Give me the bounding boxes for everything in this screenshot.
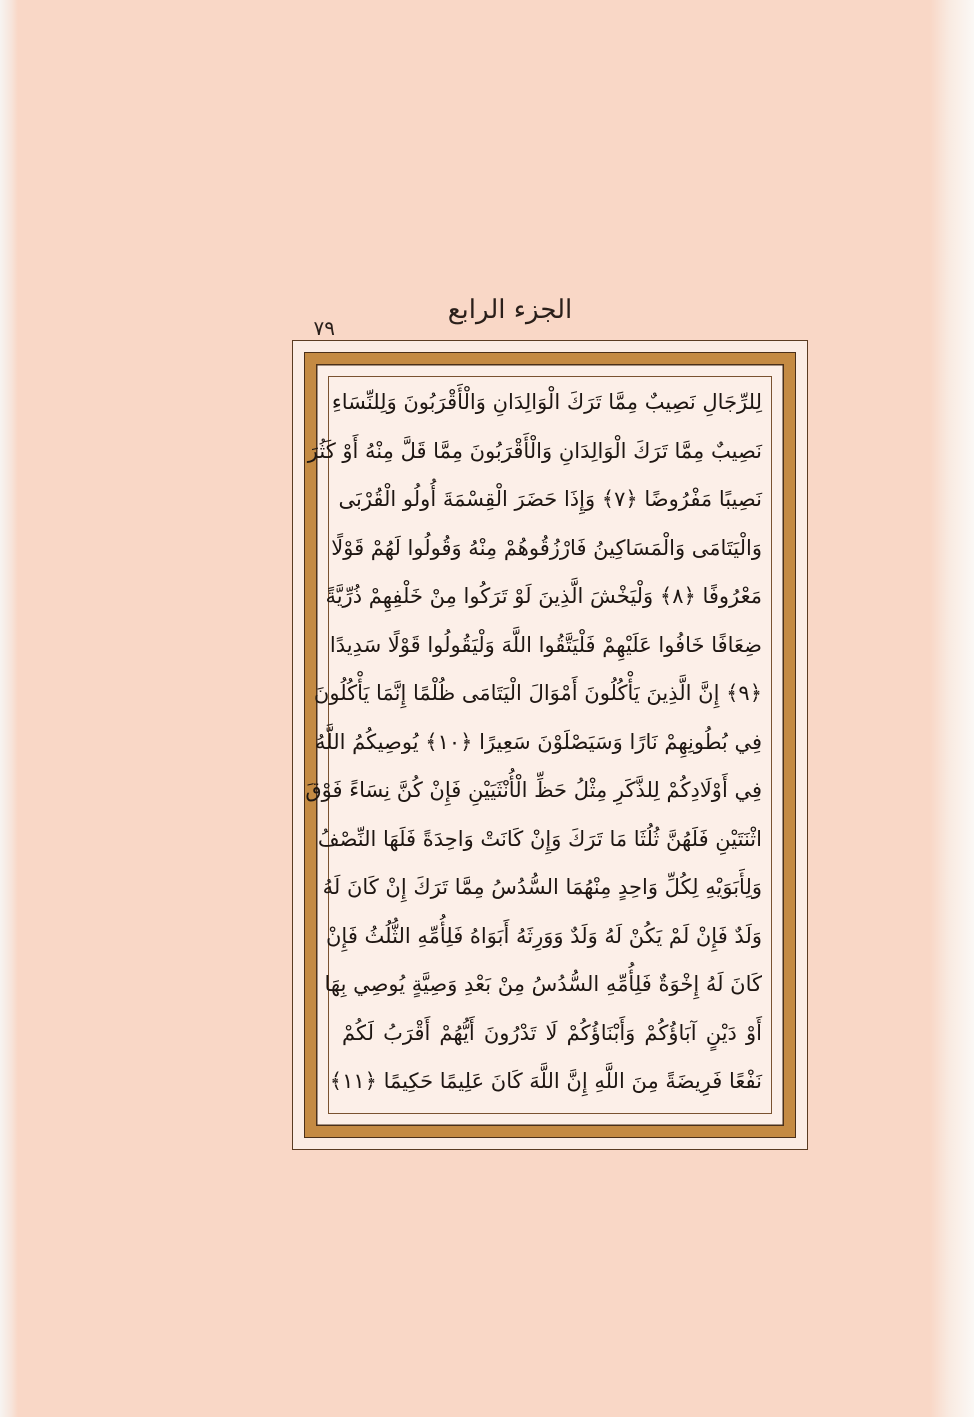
- text-line-4: وَالْيَتَامَى وَالْمَسَاكِينُ فَارْزُقُوهُمْ مِنْهُ وَقُولُوا لَهُمْ قَوْلًا: [331, 535, 762, 560]
- text-line-14: أَوْ دَيْنٍ آبَاؤُكُمْ وَأَبْنَاؤُكُمْ لَا تَدْرُونَ أَيُّهُمْ أَقْرَبُ لَكُمْ: [342, 1020, 762, 1045]
- text-line-15: نَفْعًا فَرِيضَةً مِنَ اللَّهِ إِنَّ اللَّهَ كَانَ عَلِيمًا حَكِيمًا ﴿١١﴾: [329, 1069, 762, 1093]
- text-line-10: اثْنَتَيْنِ فَلَهُنَّ ثُلُثَا مَا تَرَكَ وَإِنْ كَانَتْ وَاحِدَةً فَلَهَا النِّصْفُ: [317, 826, 762, 851]
- text-line-12: وَلَدٌ فَإِنْ لَمْ يَكُنْ لَهُ وَلَدٌ وَوَرِثَهُ أَبَوَاهُ فَلِأُمِّهِ الثُّلُثُ فَإِنْ: [326, 923, 762, 948]
- text-line-13: كَانَ لَهُ إِخْوَةٌ فَلِأُمِّهِ السُّدُسُ مِنْ بَعْدِ وَصِيَّةٍ يُوصِي بِهَا: [324, 972, 762, 996]
- text-line-11: وَلِأَبَوَيْهِ لِكُلِّ وَاحِدٍ مِنْهُمَا السُّدُسُ مِمَّا تَرَكَ إِنْ كَانَ لَهُ: [322, 875, 762, 899]
- text-line-6: ضِعَافًا خَافُوا عَلَيْهِمْ فَلْيَتَّقُوا اللَّهَ وَلْيَقُولُوا قَوْلًا سَدِيدًا: [329, 632, 762, 657]
- text-line-9: فِي أَوْلَادِكُمْ لِلذَّكَرِ مِثْلُ حَظِّ الْأُنْثَيَيْنِ فَإِنْ كُنَّ نِسَاءً فَوْقَ: [305, 778, 762, 802]
- text-line-1: لِلرِّجَالِ نَصِيبٌ مِمَّا تَرَكَ الْوَالِدَانِ وَالْأَقْرَبُونَ وَلِلنِّسَاءِ: [331, 390, 762, 414]
- page-edge-right: [930, 0, 974, 1417]
- juz-title: الجزء الرابع: [447, 295, 573, 325]
- text-line-2: نَصِيبٌ مِمَّا تَرَكَ الْوَالِدَانِ وَالْأَقْرَبُونَ مِمَّا قَلَّ مِنْهُ أَوْ كَثُرَ: [307, 438, 762, 463]
- text-line-8: فِي بُطُونِهِمْ نَارًا وَسَيَصْلَوْنَ سَعِيرًا ﴿١٠﴾ يُوصِيكُمُ اللَّهُ: [315, 729, 762, 754]
- text-line-5: مَعْرُوفًا ﴿٨﴾ وَلْيَخْشَ الَّذِينَ لَوْ تَرَكُوا مِنْ خَلْفِهِمْ ذُرِّيَّةً: [325, 584, 762, 608]
- page-edge-left: [0, 0, 18, 1417]
- quran-text-block: [305, 378, 762, 1108]
- text-line-7: ﴿٩﴾ إِنَّ الَّذِينَ يَأْكُلُونَ أَمْوَالَ الْيَتَامَى ظُلْمًا إِنَّمَا يَأْكُلُونَ: [313, 681, 762, 705]
- text-line-3: نَصِيبًا مَفْرُوضًا ﴿٧﴾ وَإِذَا حَضَرَ الْقِسْمَةَ أُولُو الْقُرْبَى: [338, 487, 762, 511]
- page-number: ٧٩: [313, 316, 335, 340]
